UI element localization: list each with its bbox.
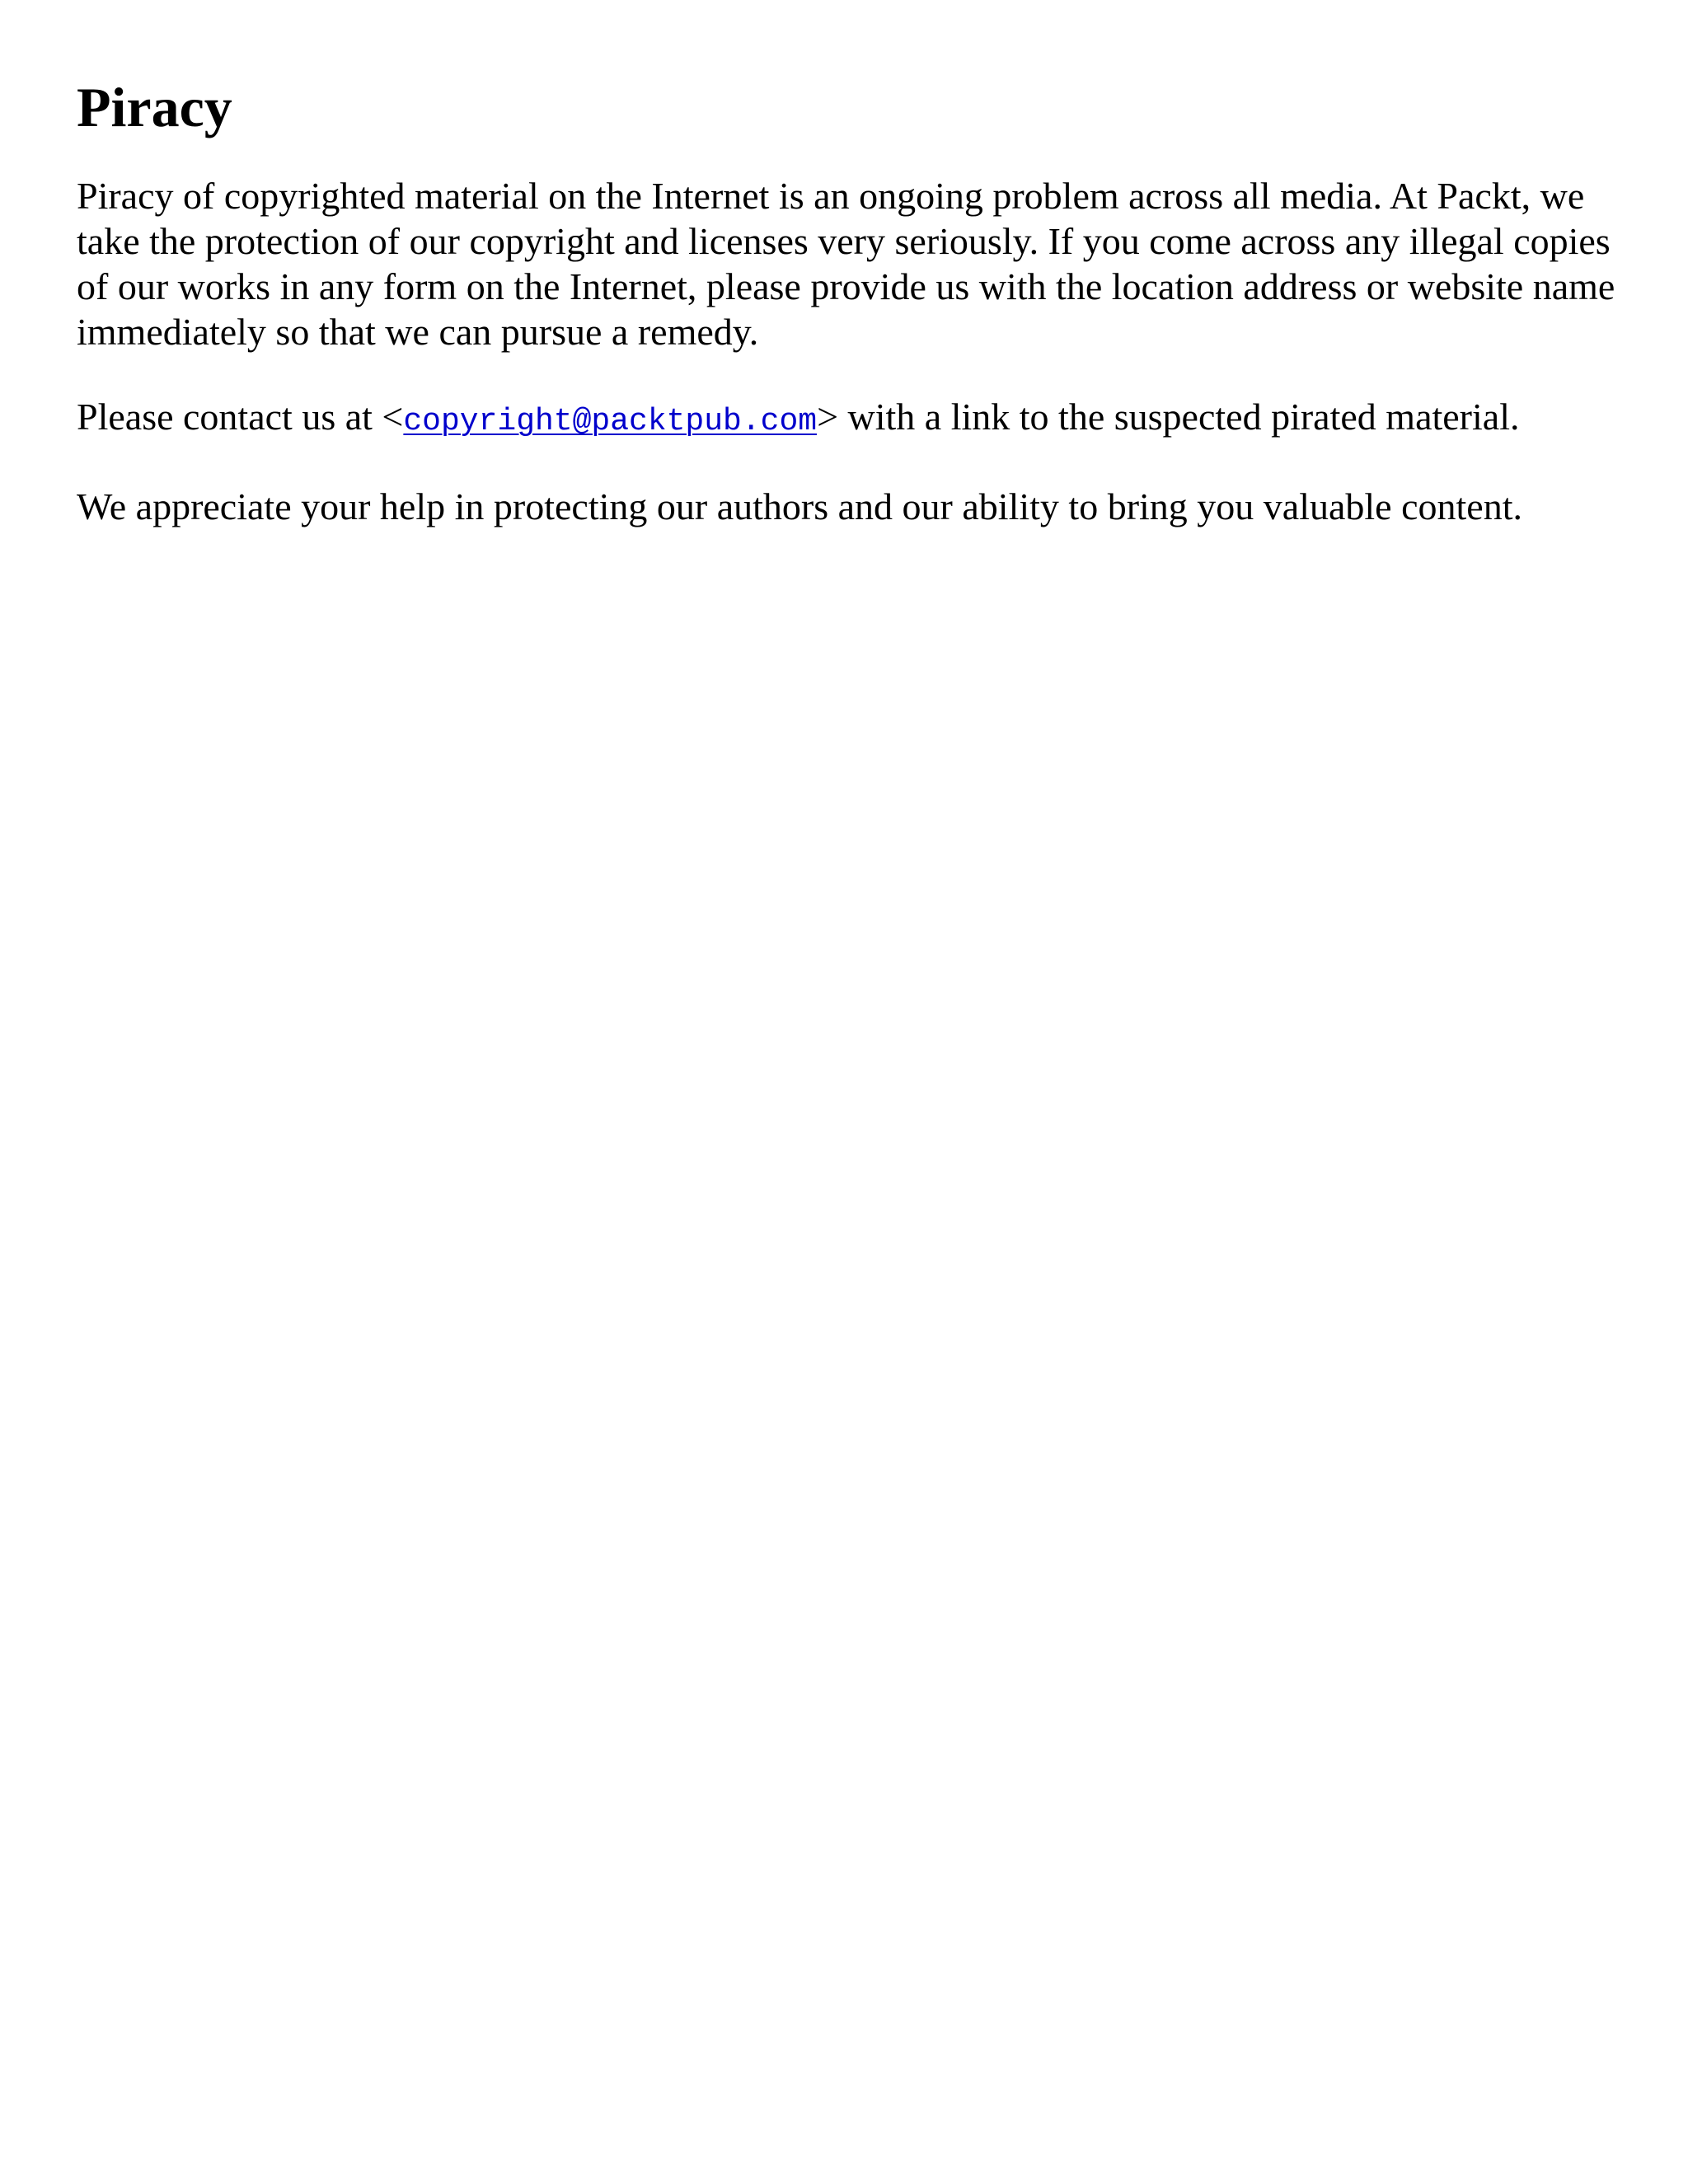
paragraph-appreciation: We appreciate your help in protecting our authors and our ability to bring you valuable content. [77, 485, 1522, 527]
paragraph-piracy-intro: Piracy of copyrighted material on the Internet is an ongoing problem across all media. At Packt, we take the protection of our copyright and licenses very seriously. If you come across any illegal copies of our works in any form on the Internet, please provide us with the location address or website name immediately so that we can pursue a remedy. [77, 175, 1615, 353]
copyright-email-link[interactable]: copyright@packtpub.com [403, 404, 818, 439]
contact-text-before: Please contact us at < [77, 396, 404, 438]
document-page [77, 74, 1626, 569]
page-title: Piracy [77, 76, 232, 138]
contact-text-after: > with a link to the suspected pirated material. [817, 396, 1520, 438]
paragraph-contact [77, 394, 1626, 444]
